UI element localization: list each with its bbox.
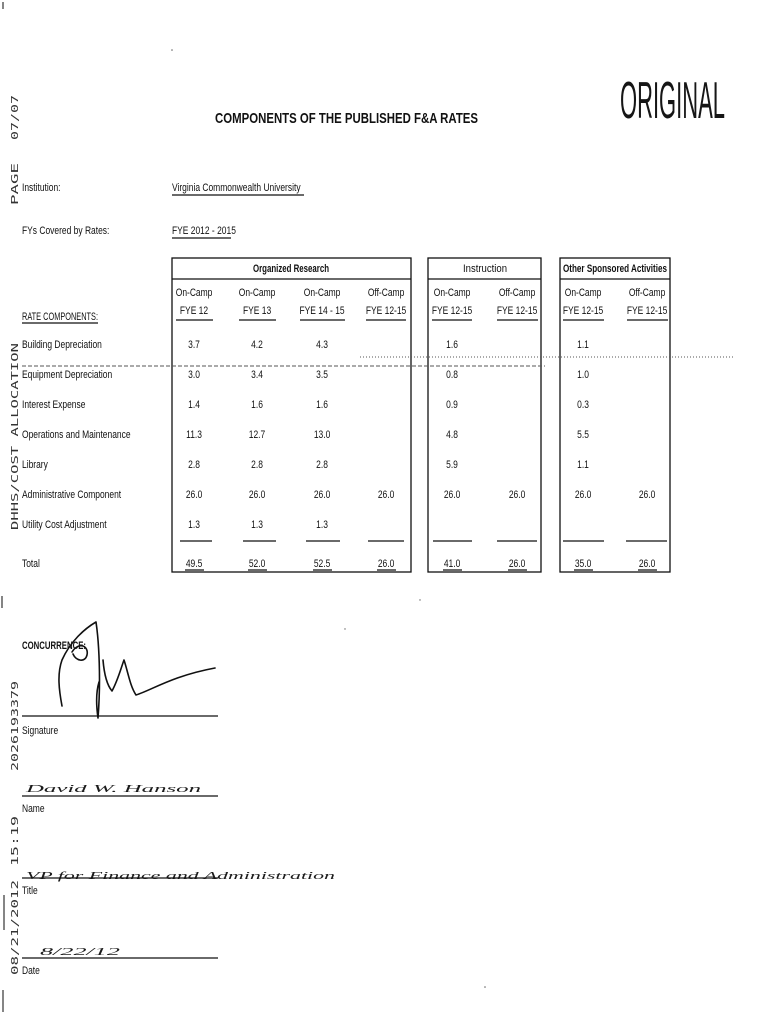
row-label: Administrative Component (22, 489, 122, 502)
rate-value: 1.3 (188, 519, 200, 532)
column-location: Off-Camp (367, 287, 405, 300)
rate-value: 26.0 (248, 489, 266, 502)
column-location: On-Camp (175, 287, 213, 300)
fax-sender: DHHS/COST ALLOCATION (10, 409, 21, 530)
rate-value: 2.8 (188, 459, 200, 472)
row-label: Utility Cost Adjustment (22, 519, 107, 532)
concurrence-block (22, 622, 336, 977)
date-label: Date (22, 965, 40, 978)
institution-field (22, 182, 304, 195)
rate-value: 1.3 (251, 519, 263, 532)
column-location: On-Camp (433, 287, 471, 300)
column-location: On-Camp (564, 287, 602, 300)
rate-value: 26.0 (313, 489, 331, 502)
fys-covered-field (22, 225, 236, 238)
rate-value: 0.3 (577, 399, 589, 412)
row-label: Library (22, 459, 48, 472)
row-label: Building Depreciation (22, 339, 102, 352)
rate-value: 2.8 (316, 459, 328, 472)
column-years: FYE 12-15 (496, 305, 538, 318)
institution-label: Institution: (22, 182, 61, 195)
rate-value: 1.1 (577, 459, 589, 472)
signature-label: Signature (22, 725, 59, 738)
rate-components-heading: RATE COMPONENTS: (22, 311, 98, 323)
concurrence-heading: CONCURRENCE: (22, 640, 86, 652)
column-years: FYE 12-15 (626, 305, 668, 318)
rate-value: 1.6 (251, 399, 263, 412)
handwritten-date: 8/22/12 (40, 946, 122, 958)
fax-page-number: 07/07 (10, 109, 21, 140)
total-value: 52.5 (313, 558, 331, 571)
rate-value: 1.6 (446, 339, 458, 352)
fax-header (10, 95, 21, 975)
rate-value: 4.2 (251, 339, 263, 352)
group-header-instruction: Instruction (463, 263, 507, 275)
rate-value: 4.3 (316, 339, 328, 352)
scan-marks (2, 2, 486, 1012)
signature-stroke (103, 660, 215, 695)
scan-speck (344, 628, 345, 629)
row-label: Equipment Depreciation (22, 369, 113, 382)
column-years: FYE 12-15 (365, 305, 407, 318)
column-years: FYE 12-15 (562, 305, 604, 318)
name-label: Name (22, 803, 45, 816)
rate-value: 3.5 (316, 369, 328, 382)
column-years: FYE 13 (242, 305, 272, 318)
table-row (22, 339, 589, 351)
rate-value: 26.0 (377, 489, 395, 502)
rate-value: 1.6 (316, 399, 328, 412)
scan-speck (171, 49, 173, 51)
table-row (22, 429, 589, 441)
title-label: Title (22, 885, 38, 898)
column-location: Off-Camp (628, 287, 666, 300)
column-years: FYE 14 - 15 (299, 305, 345, 318)
fax-time: 15:19 (10, 835, 21, 866)
rate-value: 0.8 (446, 369, 458, 382)
rate-value: 26.0 (185, 489, 203, 502)
signature-stroke (59, 622, 100, 718)
rate-value: 5.5 (577, 429, 589, 442)
total-value: 41.0 (443, 558, 461, 571)
scan-speck (484, 986, 486, 988)
rate-value: 13.0 (313, 429, 331, 442)
rate-value: 26.0 (638, 489, 656, 502)
row-label: Operations and Maintenance (22, 429, 131, 442)
total-value: 26.0 (377, 558, 395, 571)
rate-value: 1.3 (316, 519, 328, 532)
fax-date: 08/21/2012 (10, 914, 21, 975)
rate-value: 3.0 (188, 369, 200, 382)
group-headers (253, 263, 667, 275)
table-row (22, 369, 589, 381)
column-location: On-Camp (303, 287, 341, 300)
rate-value: 11.3 (186, 429, 202, 442)
total-value: 35.0 (574, 558, 592, 571)
rate-value: 12.7 (248, 429, 266, 442)
rate-value: 26.0 (574, 489, 592, 502)
column-location: On-Camp (238, 287, 276, 300)
table-row (22, 459, 589, 471)
scan-speck (419, 599, 420, 600)
total-value: 26.0 (638, 558, 656, 571)
rate-value: 1.4 (188, 399, 200, 412)
signature-scribble (59, 622, 215, 718)
rate-value: 1.0 (577, 369, 589, 382)
column-headers (176, 287, 668, 317)
rate-value: 5.9 (446, 459, 458, 472)
group-header-other-sponsored-activities: Other Sponsored Activities (563, 263, 667, 275)
rate-value: 2.8 (251, 459, 263, 472)
handwritten-name: David W. Hanson (23, 783, 203, 795)
table-row (22, 489, 656, 501)
rate-value: 4.8 (446, 429, 458, 442)
table-row (22, 399, 589, 411)
total-value: 52.0 (248, 558, 266, 571)
table-total-row (22, 558, 656, 570)
table-row (22, 519, 328, 531)
rate-value: 26.0 (508, 489, 526, 502)
rate-value: 26.0 (443, 489, 461, 502)
total-value: 26.0 (508, 558, 526, 571)
rate-value: 3.4 (251, 369, 263, 382)
rate-value: 3.7 (188, 339, 200, 352)
group-header-organized-research: Organized Research (253, 263, 330, 275)
fys-covered-label: FYs Covered by Rates: (22, 225, 110, 238)
original-stamp: ORIGINAL (620, 72, 725, 130)
rate-value: 1.1 (577, 339, 589, 352)
fys-covered-value: FYE 2012 - 2015 (172, 225, 236, 238)
column-years: FYE 12-15 (431, 305, 473, 318)
rate-value: 0.9 (446, 399, 458, 412)
document-title: COMPONENTS OF THE PUBLISHED F&A RATES (215, 110, 478, 127)
fax-page-label: PAGE (10, 180, 21, 205)
total-label: Total (22, 558, 40, 571)
institution-value: Virginia Commonwealth University (172, 182, 301, 195)
column-location: Off-Camp (498, 287, 536, 300)
column-years: FYE 12 (179, 305, 209, 318)
total-value: 49.5 (185, 558, 203, 571)
handwritten-title: VP for Finance and Administration (26, 870, 336, 882)
fax-number: 2026193379 (10, 710, 21, 771)
row-label: Interest Expense (22, 399, 86, 412)
